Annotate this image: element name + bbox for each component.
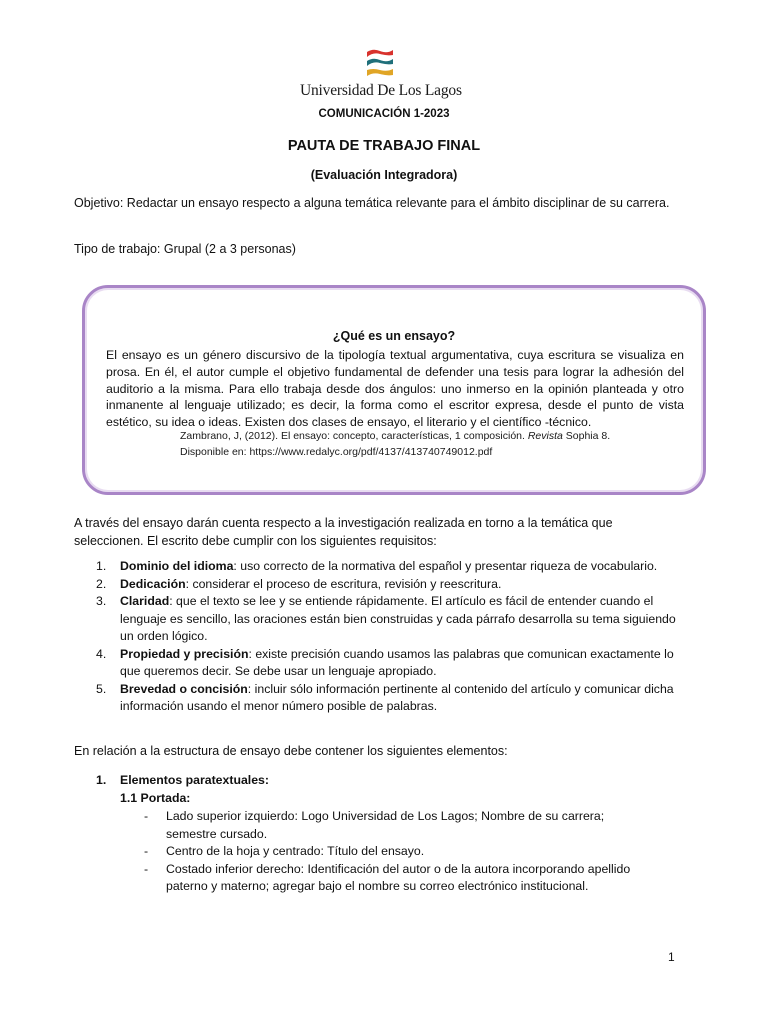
list-term: Claridad: [120, 594, 170, 608]
intro-paragraph: A través del ensayo darán cuenta respecto a la investigación realizada en torno a la temática que seleccionen. El escrito debe cumplir con los siguientes requisitos:: [74, 516, 613, 548]
citation-italic: Revista: [527, 430, 563, 442]
box-citation: [180, 428, 610, 444]
document-title: PAUTA DE TRABAJO FINAL: [287, 138, 481, 154]
list-item: [96, 558, 681, 576]
course-code: COMUNICACIÓN 1-2023: [318, 108, 450, 120]
list-term: Brevedad o concisión: [120, 681, 248, 696]
box-title: ¿Qué es un ensayo?: [332, 329, 456, 343]
requirements-list: [96, 558, 681, 716]
list-term: Dedicación: [120, 576, 186, 591]
list-number: 5.: [96, 681, 107, 696]
list-text: : incluir sólo información pertinente al contenido del artículo y comunicar dicha información usando el menor número posible de palabras.: [120, 681, 674, 713]
essay-definition-box: [82, 285, 706, 495]
bullet-marker: -: [144, 844, 149, 858]
box-citation-link: Disponible en: https://www.redalyc.org/pdf/4137/413740749012.pdf: [180, 446, 493, 458]
bullet-text: Centro de la hoja y centrado: Título del ensayo.: [166, 844, 425, 858]
page-number: 1: [668, 950, 675, 964]
university-name: Universidad De Los Lagos: [300, 82, 462, 99]
list-text: : que el texto se lee y se entiende rápidamente. El artículo es fácil de entender cuando el lenguaje es sencillo, las oraciones están bien construidas y cada párrafo desarrolla su tema siguiendo un orden lógico.: [120, 594, 676, 643]
list-term: Propiedad y precisión: [120, 646, 249, 661]
work-type-paragraph: Tipo de trabajo: Grupal (2 a 3 personas): [74, 242, 296, 256]
list-term: Dominio del idioma: [120, 559, 234, 573]
list-item: [96, 681, 681, 716]
bullet-marker: -: [144, 861, 149, 876]
cover-label: 1.1 Portada:: [120, 791, 191, 805]
list-item: [96, 646, 681, 681]
list-text: : existe precisión cuando usamos las palabras que comunican exactamente lo que queremos decir. Se debe usar un lenguaje apropiado.: [120, 646, 674, 678]
document-subtitle: (Evaluación Integradora): [310, 168, 458, 182]
structure-item-label: Elementos paratextuales:: [120, 773, 269, 787]
citation-text: Zambrano, J, (2012). El ensayo: concepto, características, 1 composición.: [180, 430, 528, 442]
list-number: 1.: [96, 559, 107, 573]
list-text: : considerar el proceso de escritura, revisión y reescritura.: [185, 576, 502, 591]
list-item: [144, 808, 654, 843]
bullet-text: Lado superior izquierdo: Logo Universidad de Los Lagos; Nombre de su carrera; semestre cursado.: [166, 809, 605, 841]
list-number: 3.: [96, 594, 107, 608]
list-text: : uso correcto de la normativa del español y presentar riqueza de vocabulario.: [233, 559, 658, 573]
university-logo: [300, 46, 460, 100]
list-item: [144, 843, 654, 861]
objective-paragraph: Objetivo: Redactar un ensayo respecto a alguna temática relevante para el ámbito disciplinar de su carrera.: [74, 196, 670, 210]
list-number: 2.: [96, 576, 107, 591]
bullet-text: Costado inferior derecho: Identificación del autor o de la autora incorporando apellido paterno y materno; agregar bajo el nombre su correo electrónico institucional.: [166, 861, 631, 893]
university-emblem-icon: [365, 46, 395, 80]
box-body: El ensayo es un género discursivo de la tipología textual argumentativa, cuya escritura se visualiza en prosa. En él, el autor cumple el objetivo fundamental de defender una tesis para lograr la adhesión del auditorio a la misma. Para ello trabaja desde dos ángulos: uno inmerso en la opinión planteada y otro inmanente al lenguaje utilizado; es decir, la forma como el escritor expresa, desde el punto de vista estético, su idea o ideas. Existen dos clases de ensayo, el literario y el científico -técnico.: [106, 348, 684, 430]
citation-text-end: Sophia 8.: [562, 430, 611, 442]
bullet-marker: -: [144, 809, 149, 823]
list-item: [96, 593, 681, 646]
structure-intro: En relación a la estructura de ensayo debe contener los siguientes elementos:: [74, 744, 508, 758]
list-item: [144, 861, 654, 896]
cover-bullets: [144, 808, 654, 896]
structure-item-number: 1.: [96, 773, 107, 787]
list-item: [96, 576, 681, 594]
list-number: 4.: [96, 646, 107, 661]
